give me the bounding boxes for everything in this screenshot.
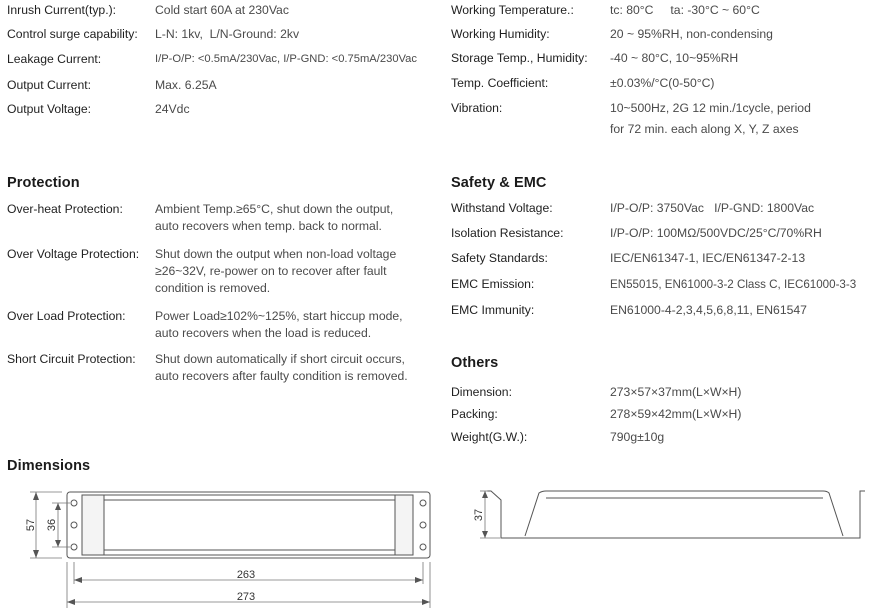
spec-row-short-circuit bbox=[7, 351, 437, 387]
others-heading: Others bbox=[451, 355, 499, 371]
spec-value-line: Shut down automatically if short circuit occurs, bbox=[155, 352, 405, 366]
spec-value: Max. 6.25A bbox=[155, 78, 217, 92]
spec-value-line: auto recovers when the load is reduced. bbox=[155, 326, 372, 340]
mounting-hole bbox=[420, 522, 426, 528]
dimension-width-label: 57 bbox=[25, 518, 37, 532]
dimension-height-label: 37 bbox=[473, 508, 485, 522]
spec-value-line: Shut down the output when non-load voltage bbox=[155, 247, 397, 261]
spec-label: Inrush Current(typ.): bbox=[7, 3, 117, 17]
spec-label: EMC Emission: bbox=[451, 277, 535, 291]
spec-value: I/P-O/P: <0.5mA/230Vac, I/P-GND: <0.75mA/230Vac bbox=[155, 53, 417, 65]
protection-heading: Protection bbox=[7, 175, 80, 191]
spec-label: Over Load Protection: bbox=[7, 309, 126, 323]
mounting-hole bbox=[71, 500, 77, 506]
spec-value: 24Vdc bbox=[155, 102, 190, 116]
side-view-drawing bbox=[460, 480, 880, 550]
spec-value-line: condition is removed. bbox=[155, 281, 271, 295]
housing-body bbox=[100, 495, 397, 555]
spec-value: 273×57×37mm(L×W×H) bbox=[610, 385, 742, 399]
spec-value: EN55015, EN61000-3-2 Class C, IEC61000-3-3 bbox=[610, 278, 857, 291]
spec-label: Output Current: bbox=[7, 78, 91, 92]
spec-label: Packing: bbox=[451, 407, 498, 421]
spec-label: Control surge capability: bbox=[7, 27, 138, 41]
spec-value: tc: 80°C ta: -30°C ~ 60°C bbox=[610, 3, 760, 17]
spec-label: Temp. Coefficient: bbox=[451, 76, 549, 90]
spec-label: Vibration: bbox=[451, 101, 503, 115]
spec-row-vibration bbox=[451, 100, 881, 140]
dimension-inner-width-label: 36 bbox=[46, 518, 58, 532]
spec-value-line: auto recovers after faulty condition is removed. bbox=[155, 369, 408, 383]
spec-value: ±0.03%/°C(0-50°C) bbox=[610, 76, 715, 90]
spec-value-line: ≥26~32V, re-power on to recover after fault bbox=[155, 264, 387, 278]
spec-label: Working Temperature.: bbox=[451, 3, 574, 17]
spec-value-line: auto recovers when temp. back to normal. bbox=[155, 219, 382, 233]
spec-value: Cold start 60A at 230Vac bbox=[155, 3, 289, 17]
spec-value: I/P-O/P: 100MΩ/500VDC/25°C/70%RH bbox=[610, 226, 822, 240]
mounting-hole bbox=[71, 544, 77, 550]
spec-label: Isolation Resistance: bbox=[451, 226, 564, 240]
spec-label: Output Voltage: bbox=[7, 102, 92, 116]
spec-value: -40 ~ 80°C, 10~95%RH bbox=[610, 51, 739, 65]
spec-label: Safety Standards: bbox=[451, 251, 548, 265]
spec-value-line: Ambient Temp.≥65°C, shut down the output, bbox=[155, 202, 394, 216]
spec-value-line: 10~500Hz, 2G 12 min./1cycle, period bbox=[610, 101, 811, 115]
spec-value: 20 ~ 95%RH, non-condensing bbox=[610, 27, 773, 41]
dimensions-heading: Dimensions bbox=[7, 458, 91, 474]
spec-label: Short Circuit Protection: bbox=[7, 352, 136, 366]
spec-row-overvoltage bbox=[7, 246, 437, 300]
mounting-hole bbox=[420, 500, 426, 506]
spec-value: I/P-O/P: 3750Vac I/P-GND: 1800Vac bbox=[610, 201, 815, 215]
spec-label: Over Voltage Protection: bbox=[7, 247, 140, 261]
spec-value: L-N: 1kv, L/N-Ground: 2kv bbox=[155, 27, 300, 41]
spec-label: Leakage Current: bbox=[7, 52, 102, 66]
spec-value-line: for 72 min. each along X, Y, Z axes bbox=[610, 122, 799, 136]
safety-emc-heading: Safety & EMC bbox=[451, 175, 547, 191]
spec-value: EN61000-4-2,3,4,5,6,8,11, EN61547 bbox=[610, 303, 807, 317]
spec-label: Withstand Voltage: bbox=[451, 201, 553, 215]
spec-value: 790g±10g bbox=[610, 430, 665, 444]
spec-label: Working Humidity: bbox=[451, 27, 550, 41]
top-view-drawing bbox=[0, 480, 450, 616]
spec-row-overheat bbox=[7, 201, 437, 237]
spec-label: EMC Immunity: bbox=[451, 303, 535, 317]
spec-value: 278×59×42mm(L×W×H) bbox=[610, 407, 742, 421]
spec-label: Storage Temp., Humidity: bbox=[451, 51, 588, 65]
mounting-hole bbox=[71, 522, 77, 528]
spec-label: Over-heat Protection: bbox=[7, 202, 123, 216]
spec-label: Dimension: bbox=[451, 385, 512, 399]
spec-label: Weight(G.W.): bbox=[451, 430, 528, 444]
spec-value-line: Power Load≥102%~125%, start hiccup mode, bbox=[155, 309, 403, 323]
mounting-plate bbox=[67, 492, 430, 558]
spec-value: IEC/EN61347-1, IEC/EN61347-2-13 bbox=[610, 251, 806, 265]
dimension-length-label: 273 bbox=[236, 591, 256, 603]
spec-row-overload bbox=[7, 308, 437, 344]
mounting-hole bbox=[420, 544, 426, 550]
dimension-inner-length-label: 263 bbox=[236, 569, 256, 581]
